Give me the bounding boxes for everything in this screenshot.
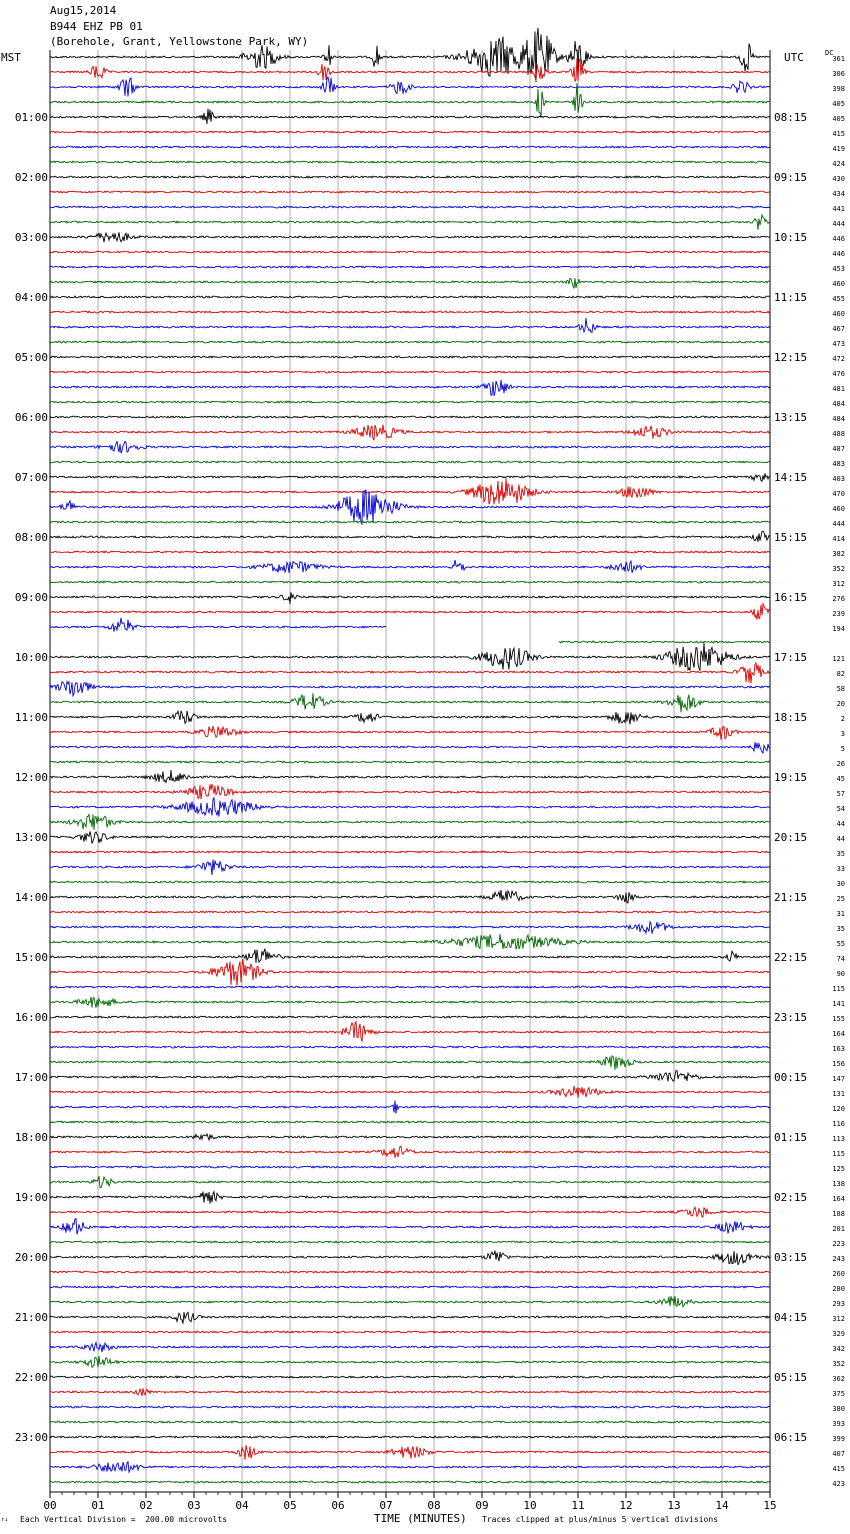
trace-row [50, 1436, 770, 1438]
dc-offset-label: 25 [836, 895, 845, 903]
hour-label-utc: 18:15 [774, 711, 808, 724]
trace-row [50, 146, 770, 148]
trace-row [50, 1016, 770, 1018]
trace-row [50, 560, 770, 573]
hour-label-mst: 07:00 [14, 471, 48, 484]
dc-offset-label: 141 [832, 1000, 845, 1008]
dc-offset-label: 444 [832, 220, 845, 228]
x-tick-label: 05 [283, 1499, 297, 1512]
left-timezone-label: MST [1, 51, 21, 64]
trace-row [50, 1331, 770, 1333]
dc-offset-label: 44 [836, 835, 845, 843]
dc-offset-label: 483 [832, 460, 845, 468]
hour-label-mst: 08:00 [14, 531, 48, 544]
hour-label-utc: 10:15 [774, 231, 808, 244]
right-timezone-label: UTC [784, 51, 804, 64]
trace-row [50, 1166, 770, 1168]
dc-offset-label: 125 [832, 1165, 845, 1173]
trace-row [50, 441, 770, 453]
x-tick-label: 09 [475, 1499, 489, 1512]
hour-label-mst: 23:00 [14, 1431, 48, 1444]
dc-offset-label: 329 [832, 1330, 845, 1338]
hour-label-mst: 16:00 [14, 1011, 48, 1024]
dc-offset-label: 155 [832, 1015, 845, 1023]
hour-label-mst: 01:00 [14, 111, 48, 124]
hour-label-utc: 00:15 [774, 1071, 808, 1084]
hour-label-utc: 22:15 [774, 951, 808, 964]
dc-offset-label: 423 [832, 1480, 845, 1488]
trace-row [50, 1071, 770, 1082]
dc-offset-label: 467 [832, 325, 845, 333]
x-tick-label: 06 [331, 1499, 345, 1512]
trace-row [50, 531, 770, 542]
trace-row [50, 251, 770, 253]
hour-label-utc: 11:15 [774, 291, 808, 304]
trace-row [50, 618, 386, 632]
axis-labels [15, 55, 845, 1512]
trace-row [50, 1388, 770, 1396]
trace-row [50, 131, 770, 133]
dc-offset-label: 138 [832, 1180, 845, 1188]
trace-row [50, 604, 770, 620]
trace-row [50, 663, 770, 684]
scale-note: Each Vertical Division = 200.00 microvolts [20, 1515, 228, 1524]
trace-row [50, 890, 770, 903]
dc-offset-label: 116 [832, 1120, 845, 1128]
trace-row [50, 1343, 770, 1353]
trace-row [50, 1219, 770, 1235]
trace-row [50, 318, 770, 333]
trace-row [50, 380, 770, 396]
hour-label-utc: 16:15 [774, 591, 808, 604]
dc-offset-label: 293 [832, 1300, 845, 1308]
dc-offset-label: 57 [836, 790, 845, 798]
trace-row [50, 726, 770, 740]
dc-offset-label: 115 [832, 985, 845, 993]
dc-offset-label: 26 [836, 760, 845, 768]
dc-offset-label: 260 [832, 1270, 845, 1278]
hour-label-mst: 10:00 [14, 651, 48, 664]
trace-row [50, 592, 770, 604]
trace-row [50, 682, 770, 696]
dc-offset-label: 441 [832, 205, 845, 213]
dc-offset-label: 460 [832, 505, 845, 513]
dc-offset-label: 306 [832, 70, 845, 78]
trace-row [50, 425, 770, 440]
dc-offset-label: 164 [832, 1195, 845, 1203]
trace-row [50, 911, 770, 913]
trace-row [50, 1022, 770, 1042]
x-tick-label: 14 [715, 1499, 729, 1512]
hour-label-mst: 20:00 [14, 1251, 48, 1264]
trace-row [50, 77, 770, 96]
hour-label-mst: 09:00 [14, 591, 48, 604]
dc-offset-label: 473 [832, 340, 845, 348]
x-tick-label: 07 [379, 1499, 393, 1512]
dc-offset-label: 35 [836, 850, 845, 858]
dc-offset-label: 163 [832, 1045, 845, 1053]
hour-label-mst: 04:00 [14, 291, 48, 304]
dc-offset-label: 3 [840, 730, 845, 738]
dc-offset-label: 460 [832, 280, 845, 288]
hour-label-utc: 15:15 [774, 531, 808, 544]
trace-row [50, 859, 770, 875]
dc-header-label: DC [825, 49, 834, 57]
dc-offset-label: 33 [836, 865, 845, 873]
dc-offset-label: 54 [836, 805, 845, 813]
hour-label-utc: 17:15 [774, 651, 808, 664]
hour-label-utc: 19:15 [774, 771, 808, 784]
x-tick-label: 12 [619, 1499, 633, 1512]
dc-offset-label: 156 [832, 1060, 845, 1068]
trace-row [50, 1462, 770, 1472]
trace-row [50, 770, 770, 782]
trace-row [50, 1056, 770, 1070]
trace-row [50, 311, 770, 313]
dc-offset-label: 446 [832, 250, 845, 258]
dc-offset-label: 424 [832, 160, 845, 168]
dc-offset-label: 115 [832, 1150, 845, 1158]
dc-offset-label: 415 [832, 130, 845, 138]
trace-row [50, 478, 770, 504]
trace-row [50, 1146, 770, 1158]
dc-offset-label: 31 [836, 910, 845, 918]
trace-row [50, 1445, 770, 1460]
trace-row [50, 742, 770, 753]
clip-note: Traces clipped at plus/minus 5 vertical divisions [482, 1515, 719, 1524]
trace-row [50, 401, 770, 403]
trace-row [50, 1481, 770, 1483]
hour-label-mst: 05:00 [14, 351, 48, 364]
trace-row [50, 1251, 770, 1265]
trace-row [50, 176, 770, 178]
hour-label-mst: 12:00 [14, 771, 48, 784]
dc-offset-label: 352 [832, 1360, 845, 1368]
dc-offset-label: 460 [832, 310, 845, 318]
trace-row [50, 206, 770, 208]
dc-offset-label: 434 [832, 190, 845, 198]
hour-label-mst: 13:00 [14, 831, 48, 844]
hour-label-utc: 03:15 [774, 1251, 808, 1264]
trace-row [50, 296, 770, 298]
dc-offset-label: 113 [832, 1135, 845, 1143]
x-tick-label: 03 [187, 1499, 201, 1512]
hour-label-utc: 06:15 [774, 1431, 808, 1444]
hour-label-mst: 21:00 [14, 1311, 48, 1324]
trace-row [50, 266, 770, 268]
dc-offset-label: 398 [832, 85, 845, 93]
trace-row [50, 1406, 770, 1408]
trace-row [50, 109, 770, 124]
dc-offset-label: 342 [832, 1345, 845, 1353]
dc-offset-label: 484 [832, 415, 845, 423]
dc-offset-label: 5 [840, 745, 845, 753]
dc-offset-label: 44 [836, 820, 845, 828]
dc-offset-label: 446 [832, 235, 845, 243]
dc-offset-label: 147 [832, 1075, 845, 1083]
dc-offset-label: 131 [832, 1090, 845, 1098]
trace-row [50, 1296, 770, 1307]
dc-offset-label: 362 [832, 1375, 845, 1383]
hour-label-mst: 17:00 [14, 1071, 48, 1084]
dc-offset-label: 487 [832, 445, 845, 453]
hour-label-mst: 18:00 [14, 1131, 48, 1144]
hour-label-utc: 13:15 [774, 411, 808, 424]
hour-label-utc: 08:15 [774, 111, 808, 124]
dc-offset-label: 90 [836, 970, 845, 978]
trace-row [50, 1241, 770, 1243]
dc-offset-label: 312 [832, 1315, 845, 1323]
dc-offset-label: 120 [832, 1105, 845, 1113]
hour-label-utc: 14:15 [774, 471, 808, 484]
dc-offset-label: 35 [836, 925, 845, 933]
dc-offset-label: 430 [832, 175, 845, 183]
hour-label-utc: 20:15 [774, 831, 808, 844]
trace-row [559, 641, 770, 643]
dc-offset-label: 312 [832, 580, 845, 588]
hour-label-mst: 06:00 [14, 411, 48, 424]
trace-row [50, 1086, 770, 1098]
header-station: B944 EHZ PB 01 [50, 20, 143, 33]
dc-offset-label: 352 [832, 565, 845, 573]
trace-row [50, 643, 770, 671]
hour-label-utc: 21:15 [774, 891, 808, 904]
hour-label-mst: 03:00 [14, 231, 48, 244]
trace-row [50, 851, 770, 853]
dc-offset-label: 414 [832, 535, 845, 543]
hour-label-utc: 01:15 [774, 1131, 808, 1144]
dc-offset-label: 476 [832, 370, 845, 378]
hour-label-mst: 19:00 [14, 1191, 48, 1204]
dc-offset-label: 223 [832, 1240, 845, 1248]
dc-offset-label: 74 [836, 955, 845, 963]
dc-offset-label: 164 [832, 1030, 845, 1038]
hour-label-mst: 14:00 [14, 891, 48, 904]
trace-row [50, 1376, 770, 1378]
trace-row [50, 521, 770, 523]
dc-offset-label: 188 [832, 1210, 845, 1218]
hour-label-mst: 11:00 [14, 711, 48, 724]
trace-row [50, 959, 770, 986]
dc-offset-label: 455 [832, 295, 845, 303]
hour-label-mst: 22:00 [14, 1371, 48, 1384]
dc-offset-label: 276 [832, 595, 845, 603]
trace-row [50, 551, 770, 553]
dc-offset-label: 380 [832, 1405, 845, 1413]
dc-offset-label: 419 [832, 145, 845, 153]
trace-row [50, 232, 770, 242]
trace-row [50, 1356, 770, 1367]
trace-row [50, 1207, 770, 1217]
dc-offset-label: 399 [832, 1435, 845, 1443]
dc-offset-label: 2 [840, 715, 845, 723]
trace-row [50, 473, 770, 481]
trace-row [50, 922, 770, 934]
x-tick-label: 08 [427, 1499, 441, 1512]
trace-row [50, 1421, 770, 1423]
trace-row [50, 1312, 770, 1324]
x-tick-label: 00 [43, 1499, 57, 1512]
trace-row [50, 784, 770, 799]
trace-row [50, 341, 770, 343]
trace-row [50, 191, 770, 193]
dc-offset-label: 407 [832, 1450, 845, 1458]
dc-offset-label: 405 [832, 115, 845, 123]
hour-label-mst: 15:00 [14, 951, 48, 964]
dc-offset-label: 382 [832, 550, 845, 558]
dc-offset-label: 403 [832, 475, 845, 483]
x-axis-title: TIME (MINUTES) [374, 1512, 467, 1525]
hour-label-utc: 12:15 [774, 351, 808, 364]
dc-offset-label: 488 [832, 430, 845, 438]
dc-offset-label: 201 [832, 1225, 845, 1233]
dc-offset-label: 375 [832, 1390, 845, 1398]
trace-row [50, 934, 770, 949]
trace-row [50, 1286, 770, 1288]
x-tick-label: 11 [571, 1499, 585, 1512]
trace-row [50, 798, 770, 817]
dc-offset-label: 20 [836, 700, 845, 708]
dc-offset-label: 239 [832, 610, 845, 618]
header-location: (Borehole, Grant, Yellowstone Park, WY) [50, 35, 309, 48]
x-tick-label: 02 [139, 1499, 153, 1512]
trace-row [50, 832, 770, 844]
dc-offset-label: 405 [832, 100, 845, 108]
hour-label-utc: 04:15 [774, 1311, 808, 1324]
trace-row [50, 278, 770, 288]
trace-row [50, 371, 770, 373]
trace-row [50, 881, 770, 883]
dc-offset-label: 82 [836, 670, 845, 678]
trace-row [50, 28, 770, 82]
dc-offset-label: 58 [836, 685, 845, 693]
x-tick-label: 04 [235, 1499, 249, 1512]
hour-label-utc: 09:15 [774, 171, 808, 184]
dc-offset-label: 280 [832, 1285, 845, 1293]
hour-label-utc: 02:15 [774, 1191, 808, 1204]
x-tick-label: 13 [667, 1499, 681, 1512]
dc-offset-label: 481 [832, 385, 845, 393]
trace-row [50, 215, 770, 230]
trace-row [50, 711, 770, 725]
dc-offset-label: 194 [832, 625, 845, 633]
dc-offset-label: 55 [836, 940, 845, 948]
trace-row [50, 581, 770, 583]
dc-offset-label: 393 [832, 1420, 845, 1428]
hour-label-utc: 05:15 [774, 1371, 808, 1384]
dc-offset-label: 243 [832, 1255, 845, 1263]
trace-row [50, 1176, 770, 1188]
trace-row [50, 490, 770, 524]
dc-offset-label: 470 [832, 490, 845, 498]
dc-offset-label: 444 [832, 520, 845, 528]
trace-row [50, 58, 770, 81]
trace-row [50, 161, 770, 163]
hour-label-mst: 02:00 [14, 171, 48, 184]
x-tick-label: 15 [763, 1499, 777, 1512]
dc-offset-label: 30 [836, 880, 845, 888]
trace-row [50, 1134, 770, 1141]
dc-offset-label: 453 [832, 265, 845, 273]
dc-offset-label: 121 [832, 655, 845, 663]
dc-offset-label: 484 [832, 400, 845, 408]
trace-row [50, 1101, 770, 1114]
trace-row [50, 761, 770, 763]
trace-row [50, 1192, 770, 1204]
trace-row [50, 949, 770, 963]
x-tick-label: 10 [523, 1499, 537, 1512]
trace-row [50, 356, 770, 358]
trace-row [50, 1046, 770, 1048]
corner-mark: ↑↓ [1, 1516, 9, 1523]
trace-row [50, 814, 770, 830]
dc-offset-label: 361 [832, 55, 845, 63]
header-date: Aug15,2014 [50, 4, 117, 17]
seismic-traces [50, 28, 770, 1483]
trace-row [50, 693, 770, 712]
x-tick-label: 01 [91, 1499, 105, 1512]
dc-offset-label: 45 [836, 775, 845, 783]
trace-row [50, 997, 770, 1008]
dc-offset-label: 472 [832, 355, 845, 363]
trace-row [50, 986, 770, 988]
trace-row [50, 1271, 770, 1273]
dc-offset-label: 415 [832, 1465, 845, 1473]
hour-label-utc: 23:15 [774, 1011, 808, 1024]
trace-row [50, 461, 770, 463]
trace-row [50, 1121, 770, 1123]
trace-row [50, 416, 770, 418]
